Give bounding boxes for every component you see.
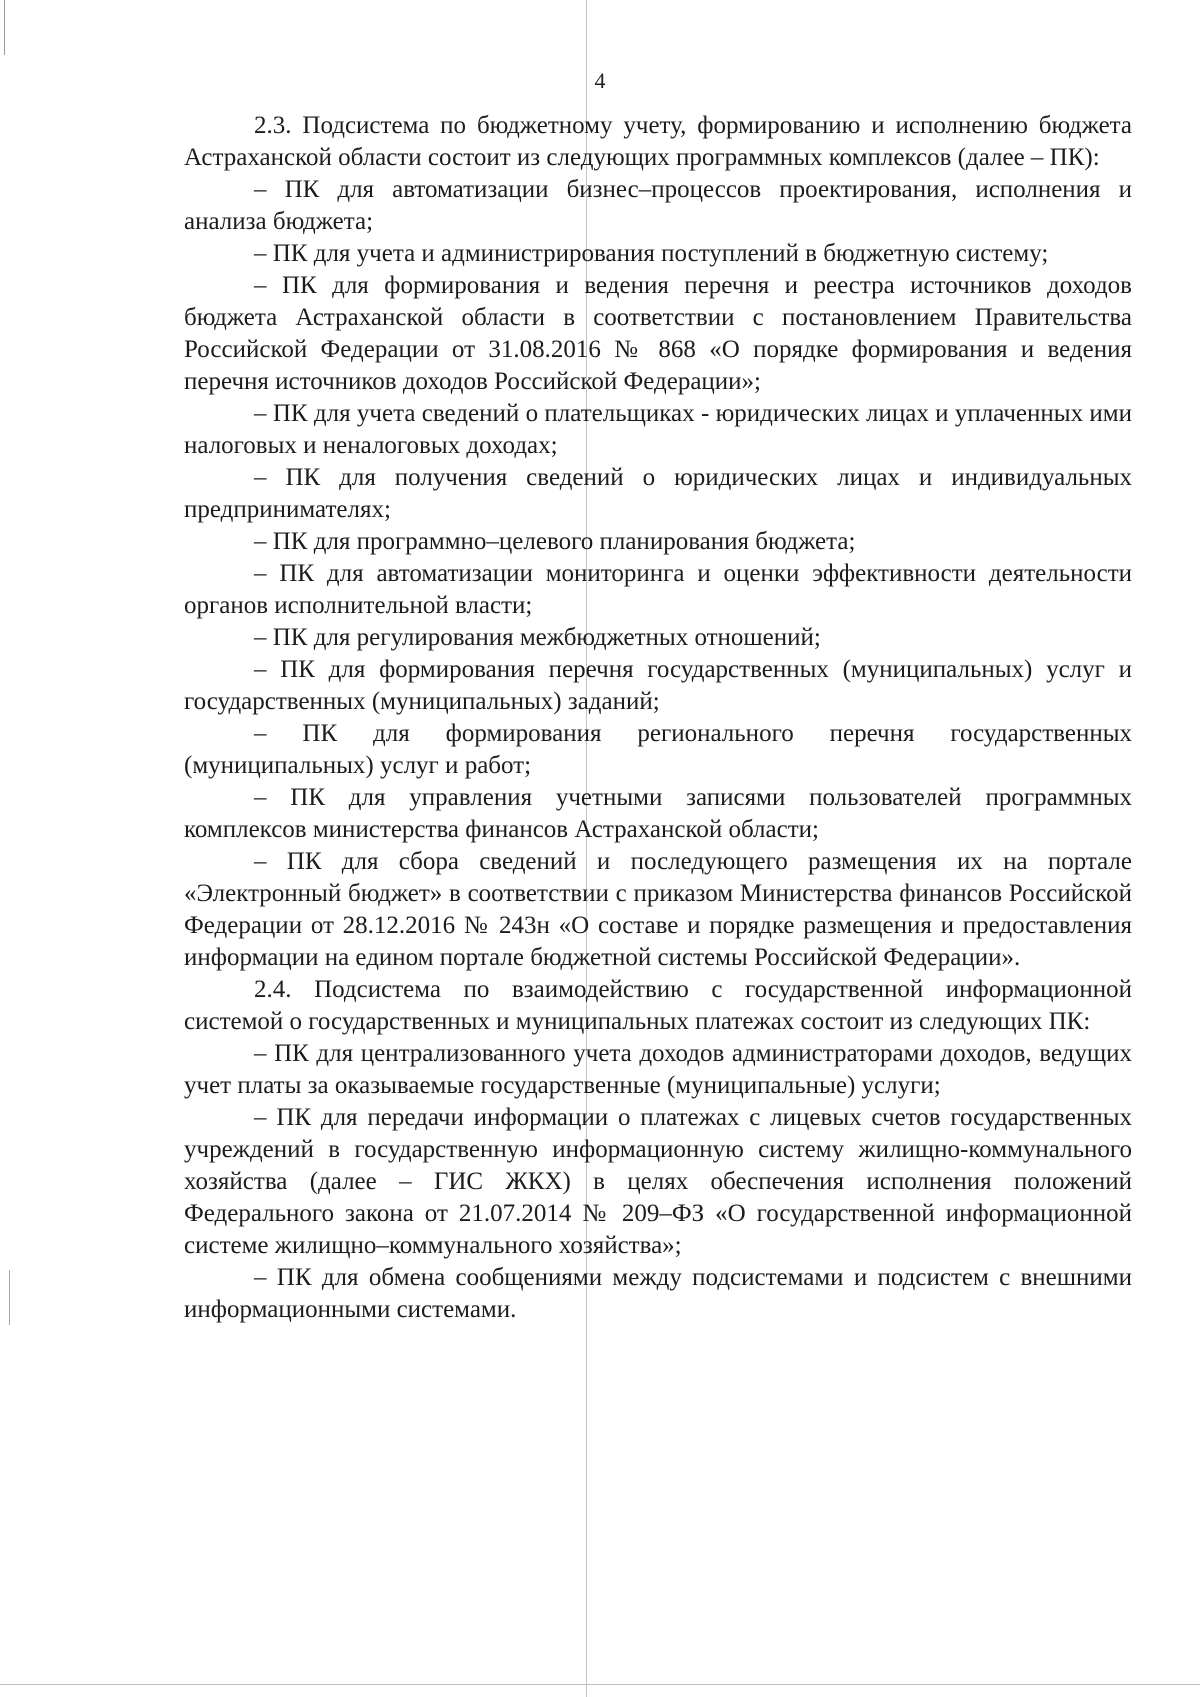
paragraph: – ПК для автоматизации бизнес–процессов проектирования, исполнения и анализа бюджета; (184, 176, 1132, 235)
paragraph: – ПК для обмена сообщениями между подсистемами и подсистем с внешними информационными системами. (184, 1264, 1132, 1323)
paragraph: – ПК для формирования и ведения перечня и реестра источников доходов бюджета Астраханской области в соответствии с постановлением Правительства Российской Федерации от 31.08.2016 № 868 «О порядке формирования и ведения перечня источников доходов Российской Федерации»; (184, 272, 1132, 395)
paragraph: – ПК для автоматизации мониторинга и оценки эффективности деятельности органов исполнительной власти; (184, 560, 1132, 619)
paragraph: – ПК для передачи информации о платежах с лицевых счетов государственных учреждений в государственную информационную систему жилищно-коммунального хозяйства (далее – ГИС ЖКХ) в целях обеспечения исполнения положений Федерального закона от 21.07.2014 № 209–ФЗ «О государственной информационной системе жилищно–коммунального хозяйства»; (184, 1104, 1132, 1259)
page-number: 4 (594, 68, 606, 93)
paragraph: – ПК для регулирования межбюджетных отношений; (254, 624, 821, 651)
paragraph: – ПК для учета и администрирования поступлений в бюджетную систему; (254, 240, 1049, 267)
paragraph: – ПК для учета сведений о плательщиках - юридических лицах и уплаченных ими налоговых и неналоговых доходах; (184, 400, 1132, 459)
paragraph: – ПК для управления учетными записями пользователей программных комплексов министерства финансов Астраханской области; (184, 784, 1132, 843)
paragraph: 2.3. Подсистема по бюджетному учету, формированию и исполнению бюджета Астраханской области состоит из следующих программных комплексов (далее – ПК): (184, 112, 1132, 171)
scan-edge-mark (4, 0, 5, 55)
scan-bottom-line (0, 1684, 1200, 1685)
paragraph: – ПК для централизованного учета доходов администраторами доходов, ведущих учет платы за оказываемые государственные (муниципальные) услуги; (184, 1040, 1132, 1099)
paragraph: – ПК для формирования регионального перечня государственных (муниципальных) услуг и работ; (184, 720, 1132, 779)
paragraph: – ПК для сбора сведений и последующего размещения их на портале «Электронный бюджет» в соответствии с приказом Министерства финансов Российской Федерации от 28.12.2016 № 243н «О составе и порядке размещения и предоставления информации на едином портале бюджетной системы Российской Федерации». (184, 848, 1132, 971)
scan-edge-mark (9, 1270, 10, 1325)
document-body (184, 110, 1132, 1326)
paragraph: – ПК для формирования перечня государственных (муниципальных) услуг и государственных (муниципальных) заданий; (184, 656, 1132, 715)
paragraph: 2.4. Подсистема по взаимодействию с государственной информационной системой о государственных и муниципальных платежах состоит из следующих ПК: (184, 976, 1132, 1035)
paragraph: – ПК для получения сведений о юридических лицах и индивидуальных предпринимателях; (184, 464, 1132, 523)
paragraph: – ПК для программно–целевого планирования бюджета; (254, 528, 856, 555)
